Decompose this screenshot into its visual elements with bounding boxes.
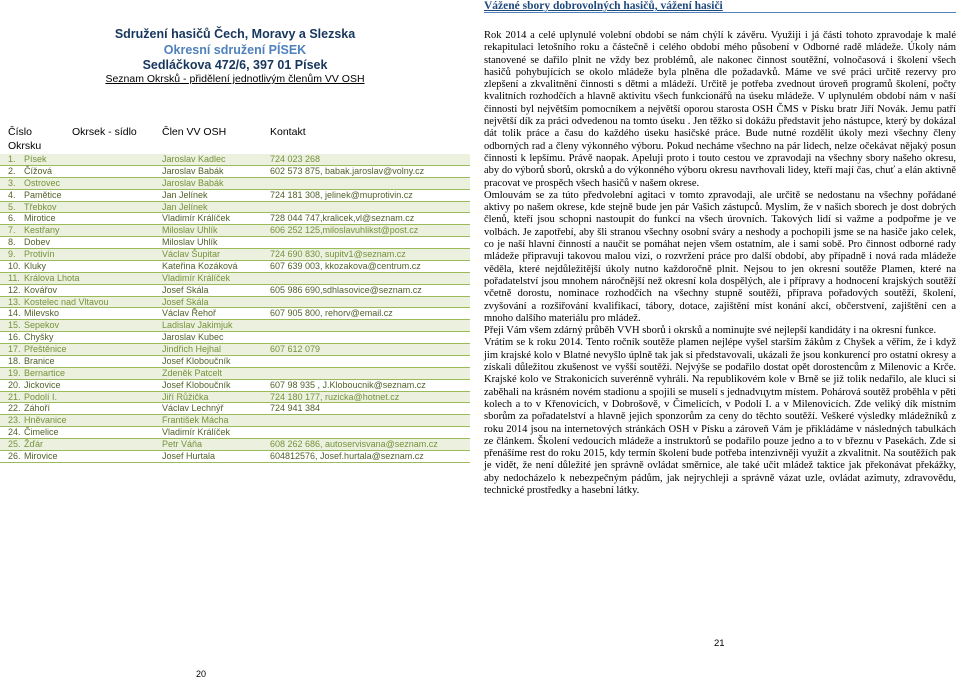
row-district: Kovářov [24,284,58,295]
right-page [484,0,956,680]
row-district: Ostrovec [24,177,61,188]
row-district: Chyšky [24,332,54,343]
letter-body [484,30,956,497]
row-district: Čížová [24,165,53,176]
header-district: Okrsek - sídlo [72,126,137,138]
address: Sedláčkova 472/6, 397 01 Písek [142,58,328,72]
row-member: Josef Skála [162,296,209,307]
table-row [0,285,470,297]
row-contact: 607 905 800, rehorv@email.cz [270,308,393,319]
table-header [0,126,470,154]
district-table [0,154,470,463]
table-row [0,439,470,451]
row-district: Záhoří [24,403,51,414]
row-district: Dobev [24,237,51,248]
row-number: 6. [8,213,16,224]
row-district: Milevsko [24,308,60,319]
row-number: 8. [8,237,16,248]
header-number-line2: Okrsku [8,140,42,152]
table-row [0,178,470,190]
row-member: Josef Kloboučník [162,379,231,390]
table-row [0,356,470,368]
row-district: Protivín [24,249,55,259]
table-row [0,190,470,202]
row-number: 23. [8,415,21,426]
row-contact: 724 180 177, ruzicka@hotnet.cz [270,391,400,402]
row-member: Václav Řehoř [162,308,217,319]
row-contact: 602 573 875, babak.jaroslav@volny.cz [270,165,425,176]
row-member: František Mácha [162,415,229,426]
row-number: 20. [8,379,21,390]
row-district: Mirovice [24,450,58,461]
page-number-left: 20 [196,669,207,679]
row-district: Hněvanice [24,415,67,426]
row-member: Jiří Růžička [162,391,209,402]
row-district: Žďár [24,439,44,449]
table-row [0,225,470,237]
row-member: Josef Kloboučník [162,355,231,366]
row-contact: 724 023 268 [270,154,321,164]
table-row [0,297,470,309]
row-number: 16. [8,332,21,343]
table-row [0,249,470,261]
row-member: Jindřich Hejhal [162,344,222,354]
row-number: 18. [8,355,21,366]
row-member: Josef Hurtala [162,450,216,461]
row-number: 9. [8,249,16,259]
row-member: Petr Váňa [162,439,203,449]
greeting-heading: Vážené sbory dobrovolných hasičů, vážení hasiči [484,0,956,13]
row-member: Ladislav Jakimjuk [162,320,233,331]
row-district: Jickovice [24,379,61,390]
row-number: 10. [8,260,21,271]
row-district: Branice [24,355,55,366]
letter-paragraph: Vrátím se k roku 2014. Tento ročník soutěže plamen nejlépe vyšel starším žákům z Chyšek a věřím, že i když jim krajské kolo v Blatné nevyšlo úplně tak jak si představovali, ukázali že jsou konkurencí pro ostatní okresy a získali důležitou zkušenost ve vyšší soutěži. Nejvýše se podařilo dostat opět dorostencům z Milenovic a Krče. Krajské kolo ve Strakonicích suverénně vyhráli. Na republikovém kole v Brně se již tolik nedařilo, ale kluci si zaběhali na krásném novém stadionu a spojili se muselí s jednadvцytm místem. Pohárová soutěž proběhla v pěti kolech a to v Křenovicích, v Dobrošově, v Čimelicích, v Podolí I. a v Milenovicích. Zde veliký dík místním sborům za pořadatelství a hlavně jejich sponzorům za ceny do těchto soutěží. Veškeré výsledky mládežníků z roku 2014 jsou na internetových stránkách OSH v Písku a zároveň Vám je přikládáme v následných tabulkách ze článkem. Školení vedoucích mládeže a instruktorů se podařilo pouze jedno a to v březnu v Pasekách. Zde si přenášíme rest do roku 2015, kdy termín školení bude potřeba intenzivněji využít a zkvalitnit. Na soutěžích pak je vidět, že není důležité jen správně ovládat směrnice, ale také učit mládež taktice jak překonávat překážky, aby nedocházelo k nebezpečným pádům, jak nejrychleji a správně vázat uzle, ovládat azimuty, zdravovědu, technické prostředky a hasební látky. [484,337,956,496]
row-district: Pamětice [24,189,62,200]
row-number: 13. [8,296,21,307]
row-district: Sepekov [24,320,60,331]
row-number: 3. [8,177,16,188]
row-contact: 607 612 079 [270,344,321,354]
row-member: Vladimír Králíček [162,272,231,283]
row-member: Miloslav Uhlík [162,237,218,248]
row-number: 25. [8,439,21,449]
letter-paragraph: Omlouvám se za túto předvolební agitaci v tomto zpravodaji, ale určitě se nedostanu na všechny pořádané aktivy po našem okrese, kde stejně bude jen pár Vašich zástupců. Myslím, že v našich sborech je dost dobrých členů, kteří jsou schopni nastoupit do funkcí na všech úrovních. Takových lidí si važme a podpořme je ve volbách. Je zapotřebí, aby šli stranou všechny osobní sváry a neshody a pochopili jsme se na hasiče jako celek, co je naší hlavní činností a naučit se pomáhat nejen všem ostatním, ale i sami sobě. Pro činnost odborné rady mládeže připravuji takovou malou vizi, o rozvržení práce pro další období, aby případně i nová rada mládeže věděla, které nejdůležitější úkoly nutno každoročně plnit. Nejsou to jen okresní soutěže Plamen, které na pořadatelství jsou mnohem náročnější než okresní kola dospělých, ale i přípravy a hodnocení krajských soutěží včetně dorostu, nominace rozhodčích na všechny stupně soutěží, příprava pořadových soutěží, školení, zvyšování a rozšiřování kvalifikací, tábory, dotace, zajištění míst konání akcí, občerstvení, zajištění cen a mnoho dalšího materiálu pro mládež. [484,189,956,324]
table-row [0,451,470,463]
row-number: 12. [8,284,21,295]
row-contact: 607 98 935 , J.Kloboucnik@seznam.cz [270,379,426,390]
row-district: Kostelec nad Vltavou [24,296,109,307]
row-number: 15. [8,320,21,331]
table-row [0,427,470,439]
table-row [0,415,470,427]
district-association: Okresní sdružení PÍSEK [163,43,307,57]
table-row [0,392,470,404]
row-contact: 724 690 830, supitv1@seznam.cz [270,249,406,259]
row-district: Bernartice [24,367,66,378]
row-member: Vladimír Králíček [162,213,231,224]
row-district: Kluky [24,260,47,271]
row-contact: 605 986 690,sdhlasovice@seznam.cz [270,284,422,295]
row-number: 4. [8,189,16,200]
row-number: 1. [8,154,16,164]
table-row [0,166,470,178]
table-row [0,261,470,273]
row-contact: 724 181 308, jelinek@muprotivin.cz [270,189,413,200]
row-member: Václav Šupitar [162,249,221,259]
row-district: Čimelice [24,427,59,438]
organization-name: Sdružení hasičů Čech, Moravy a Slezska [114,27,356,41]
row-district: Králova Lhota [24,272,80,283]
table-row [0,403,470,415]
table-row [0,273,470,285]
letter-paragraph: Rok 2014 a celé uplynulé volební období se nám chýlí k závěru. Využiji i já části tohoto zpravodaje k malé rekapitulaci letošního roku a částečně i celého období mého působení v Odborné radě mládeže. Úkoly nám stanovené se dařilo plnit ne vždy bez problémů, ale nakonec činnost soutěžní, volnočasová i školení všech hasičů pohybujících se okolo mládeže byla plněna dle požadavků. Máme ve své práci určitě rezervy pro zlepšení a zkvalitnění činnosti s dětmi a mládeží. Určitě je potřeba zvednout úroveň programů školení, počty kvalitních rozhodčích a hlavně aktivitu všech funkcionářů na úseku mládeže. V uplynulém období nám v naší činnosti byl největším pomocníkem a největší oporou starosta OSH ČMS v Písku bratr Jiří Novák. Jemu patří největší dík za práci odvedenou na tomto úseku . Jen těžko si dokážu představit jeho nástupce, který by dokázal dát tolik práce a času do každého úseku hasičské práce. Bude nutné rozdělit úkoly mezi všechny členy odborných rad a členy výkonného výboru. Pokud necháme všechno na pár lidech, nelze očekávat nějaký posun činnosti k lepšímu. Právě naopak. Apeluji proto i touto cestou ve zpravodaji na všechny sbory našeho okresu, aby do výborů sborů, okrsků a do výkonného výboru okresu navrhovali lidey, kteří mají čas, chuť a elán aktivně pracovat ve prospěch všech hasičů v našem okrese. [484,30,956,189]
left-page [0,0,475,680]
row-number: 2. [8,165,16,176]
row-number: 19. [8,367,21,378]
header-number: Číslo [8,126,32,138]
row-district: Třebkov [24,201,57,212]
row-number: 26. [8,450,21,461]
table-row [0,332,470,344]
table-row [0,344,470,356]
row-member: Kateřina Kozáková [162,260,238,271]
page-number-right: 21 [714,638,725,649]
row-member: Jaroslav Babák [162,177,224,188]
table-row [0,154,470,166]
row-member: Miloslav Uhlík [162,225,218,236]
table-row [0,237,470,249]
row-member: Jan Jelínek [162,189,208,200]
table-row [0,368,470,380]
row-district: Mirotice [24,213,56,224]
row-contact: 607 639 003, kkozakova@centrum.cz [270,260,421,271]
row-member: Jaroslav Babák [162,165,224,176]
row-contact: 604812576, Josef.hurtala@seznam.cz [270,450,424,461]
row-contact: 608 262 686, autoservisvana@seznam.cz [270,439,438,449]
table-row [0,213,470,225]
row-number: 21. [8,391,21,402]
table-row [0,202,470,214]
row-member: Vladimír Králíček [162,427,231,438]
row-member: Josef Skála [162,284,209,295]
row-contact: 728 044 747,kralicek,vl@seznam.cz [270,213,415,224]
row-number: 24. [8,427,21,438]
row-contact: 606 252 125,miloslavuhlikst@post.cz [270,225,419,236]
row-number: 22. [8,403,21,414]
row-number: 17. [8,344,21,354]
row-member: Jan Jelínek [162,201,208,212]
row-number: 11. [8,272,20,283]
header-member: Člen VV OSH [162,126,227,138]
row-district: Písek [24,154,47,164]
header-contact: Kontakt [270,126,306,138]
row-member: Jaroslav Kubec [162,332,224,343]
row-contact: 724 941 384 [270,403,321,414]
row-district: Kestřany [24,225,60,236]
row-member: Václav Lechnýř [162,403,224,414]
row-number: 5. [8,201,16,212]
row-member: Zdeněk Patcelt [162,367,223,378]
table-row [0,308,470,320]
row-district: Podolí I. [24,391,58,402]
table-row [0,320,470,332]
row-number: 7. [8,225,16,236]
row-member: Jaroslav Kadlec [162,154,226,164]
row-district: Přeštěnice [24,344,67,354]
table-row [0,380,470,392]
list-subtitle: Seznam Okrsků - přidělení jednotlivým členům VV OSH [105,73,365,85]
letter-paragraph: Přeji Vám všem zdárný průběh VVH sborů i okrsků a nominujte své nejlepší kandidáty i na okresní funkce. [484,325,937,337]
row-number: 14. [8,308,21,319]
